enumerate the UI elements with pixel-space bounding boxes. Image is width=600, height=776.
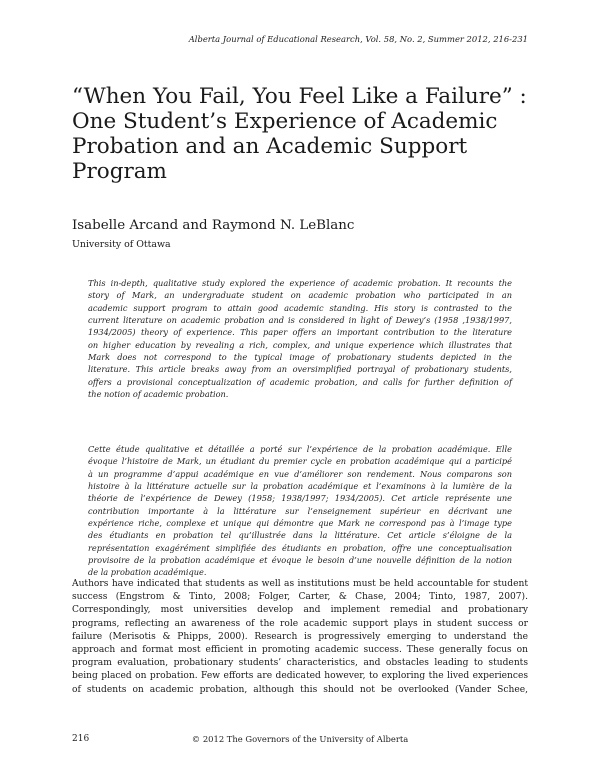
abstract-line: the notion of academic probation. <box>88 389 229 400</box>
body-line: program evaluation, probationary students’ characteristics, and obstacles leading to students <box>72 658 528 669</box>
article-title <box>72 84 542 184</box>
abstract-line: évoque l’histoire de Mark, un étudiant du premier cycle en probation académique qui a participé <box>88 456 512 467</box>
body-line: of students on academic probation, although this should not be overlooked (Vander Schee, <box>72 684 528 695</box>
abstract-line: on higher education by revealing a rich, complex, and unique experience which illustrates that <box>88 339 512 350</box>
body-line: failure (Merisotis & Phipps, 2000). Research is progressively emerging to understand the <box>72 631 528 642</box>
abstract-line: des étudiants en probation tel qu’illustrée dans la littérature. Cet article s’éloigne de la <box>88 530 512 541</box>
abstract-line: de la probation académique. <box>88 567 207 578</box>
body-line: success (Engstrom & Tinto, 2008; Folger, Carter, & Chase, 2004; Tinto, 1987, 2007). <box>72 592 528 603</box>
authors: Isabelle Arcand and Raymond N. LeBlanc <box>72 218 355 233</box>
abstract-line: théorie de l’expérience de Dewey (1958; 1938/1997; 1934/2005). Cet article représente une <box>88 493 512 504</box>
body-line: Authors have indicated that students as well as institutions must be held accountable for student <box>72 579 528 589</box>
abstract-line: contribution importante à la littérature sur l’enseignement supérieur en décrivant une <box>88 505 512 516</box>
abstract-line: literature. This article breaks away from an oversimplified portrayal of probationary students, <box>88 364 512 375</box>
body-line: approach and format most efficient in promoting academic success. These generally focus on <box>72 645 528 656</box>
abstract-line: Cette étude qualitative et détaillée a porté sur l’expérience de la probation académique. Elle <box>88 444 512 454</box>
abstract-line: story of Mark, an undergraduate student on academic probation who participated in an <box>88 290 512 301</box>
abstract-line: à un programme d’appui académique en vue d’améliorer son rendement. Nous comparons son <box>88 468 512 479</box>
abstract-line: histoire à la littérature actuelle sur la probation académique et l’examinons à la lumière de la <box>88 481 512 492</box>
abstract-english <box>88 277 512 400</box>
abstract-line: This in-depth, qualitative study explored the experience of academic probation. It recounts the <box>88 278 512 288</box>
body-line: Correspondingly, most universities develop and implement remedial and probationary <box>72 605 528 616</box>
title-line: “When You Fail, You Feel Like a Failure” : <box>72 84 527 109</box>
abstract-line: Mark does not correspond to the typical image of probationary students depicted in the <box>88 352 512 363</box>
abstract-french <box>88 443 512 579</box>
page-number: 216 <box>72 734 90 744</box>
title-line: Program <box>72 159 167 184</box>
body-line: being placed on probation. Few efforts are dedicated however, to exploring the lived experiences <box>72 671 528 682</box>
abstract-line: academic support program to attain good academic standing. His story is contrasted to the <box>88 302 512 313</box>
body-line: programs, reflecting an awareness of the role academic support plays in student success or <box>72 618 528 629</box>
copyright-notice: © 2012 The Governors of the University of Alberta <box>191 734 409 744</box>
abstract-line: 1934/2005) theory of experience. This paper offers an important contribution to the literature <box>88 327 512 338</box>
title-line: Probation and an Academic Support <box>72 134 468 159</box>
affiliation: University of Ottawa <box>72 239 171 250</box>
running-head: Alberta Journal of Educational Research, Vol. 58, No. 2, Summer 2012, 216-231 <box>188 34 528 44</box>
abstract-line: current literature on academic probation and is considered in light of Dewey’s (1958 ,1938/1997, <box>88 315 512 326</box>
body-paragraph <box>72 578 528 697</box>
abstract-line: offers a provisional conceptualization of academic probation, and calls for further definition of <box>88 376 512 387</box>
title-line: One Student’s Experience of Academic <box>72 109 498 134</box>
abstract-line: provisoire de la probation académique et évoque le besoin d’une nouvelle définition de la notion <box>88 555 512 566</box>
abstract-line: expérience riche, complexe et unique qui démontre que Mark ne correspond pas à l’image type <box>88 518 512 529</box>
abstract-line: représentation exagérément simplifiée des étudiants en probation, offre une conceptualisation <box>88 542 512 553</box>
